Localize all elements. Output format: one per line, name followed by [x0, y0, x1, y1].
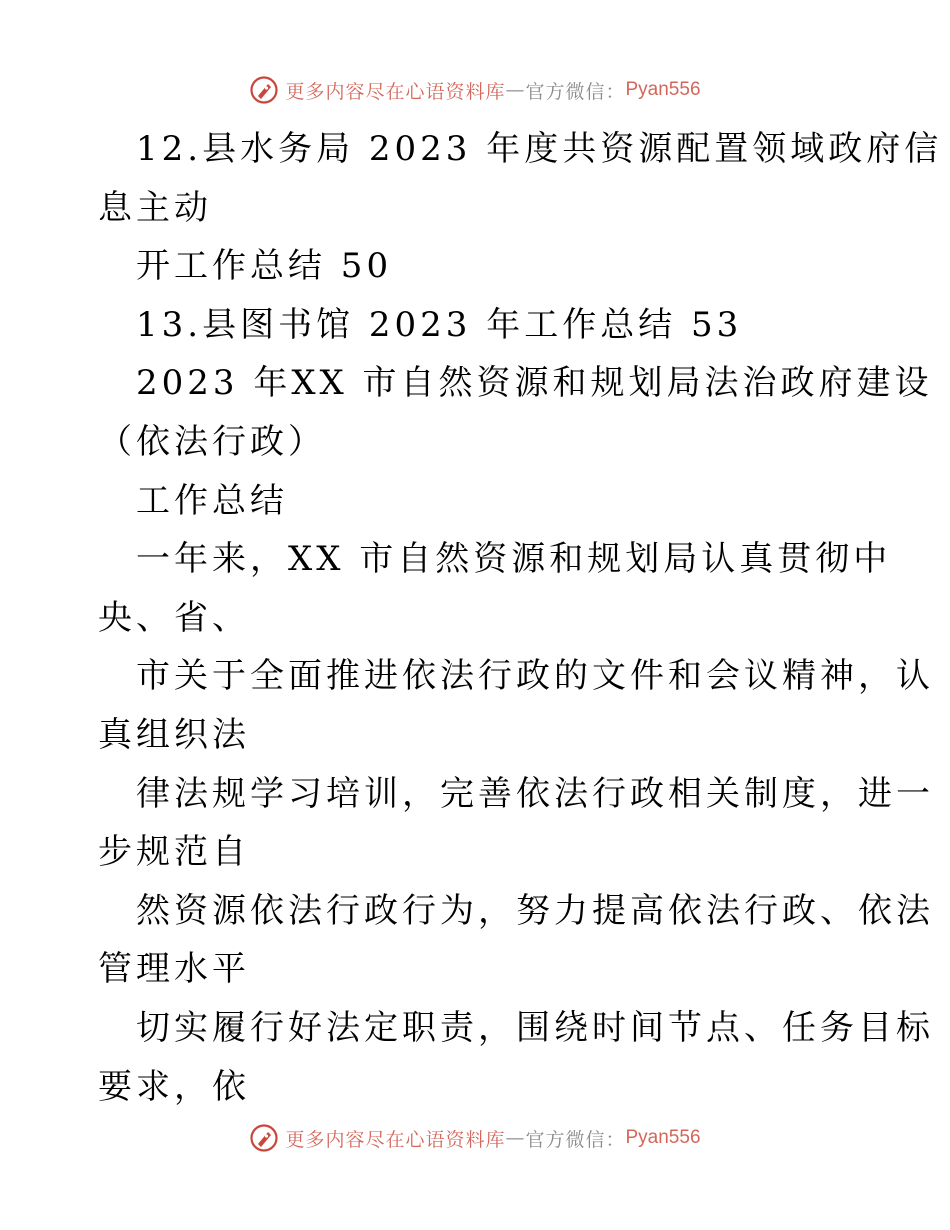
- paragraph-line: 市关于全面推进依法行政的文件和会议精神，认: [136, 656, 934, 697]
- paragraph-line: 一年来，XX 市自然资源和规划局认真贯彻中: [136, 539, 892, 580]
- footer-watermark: [0, 1118, 950, 1158]
- watermark-dash: —: [505, 1127, 526, 1149]
- watermark-wechat-id: Pyan556: [625, 1127, 701, 1148]
- paragraph-line: 真组织法: [98, 714, 250, 755]
- text-line: 息主动: [98, 187, 212, 228]
- paragraph-line: 切实履行好法定职责，围绕时间节点、任务目标: [136, 1007, 934, 1048]
- document-title-line: （依法行政）: [98, 421, 326, 462]
- paragraph-line: 然资源依法行政行为，努力提高依法行政、依法: [136, 890, 934, 931]
- paragraph-line: 要求，依: [98, 1066, 250, 1107]
- pen-nib-circle-icon: [249, 1123, 279, 1153]
- document-title-line: 2023 年XX 市自然资源和规划局法治政府建设: [136, 363, 933, 404]
- paragraph-line: 律法规学习培训，完善依法行政相关制度，进一: [136, 773, 934, 814]
- watermark-wechat-id: Pyan556: [625, 79, 701, 100]
- pen-nib-circle-icon: [249, 75, 279, 105]
- watermark-main-text: 更多内容尽在心语资料库: [285, 1128, 506, 1151]
- watermark-sub-text: 官方微信：: [525, 1128, 626, 1151]
- text-line: 13.县图书馆 2023 年工作总结 53: [136, 304, 743, 345]
- watermark-main-text: 更多内容尽在心语资料库: [285, 80, 506, 103]
- paragraph-line: 管理水平: [98, 949, 250, 990]
- paragraph-line: 央、省、: [98, 597, 250, 638]
- paragraph-line: 步规范自: [98, 832, 250, 873]
- watermark-dash: —: [505, 79, 526, 101]
- document-body: [98, 120, 943, 1116]
- text-line: 开工作总结 50: [136, 246, 393, 287]
- document-title-line: 工作总结: [136, 480, 288, 521]
- watermark-sub-text: 官方微信：: [525, 80, 626, 103]
- text-line: 12.县水务局 2023 年度共资源配置领域政府信: [136, 129, 943, 169]
- header-watermark: [0, 70, 950, 110]
